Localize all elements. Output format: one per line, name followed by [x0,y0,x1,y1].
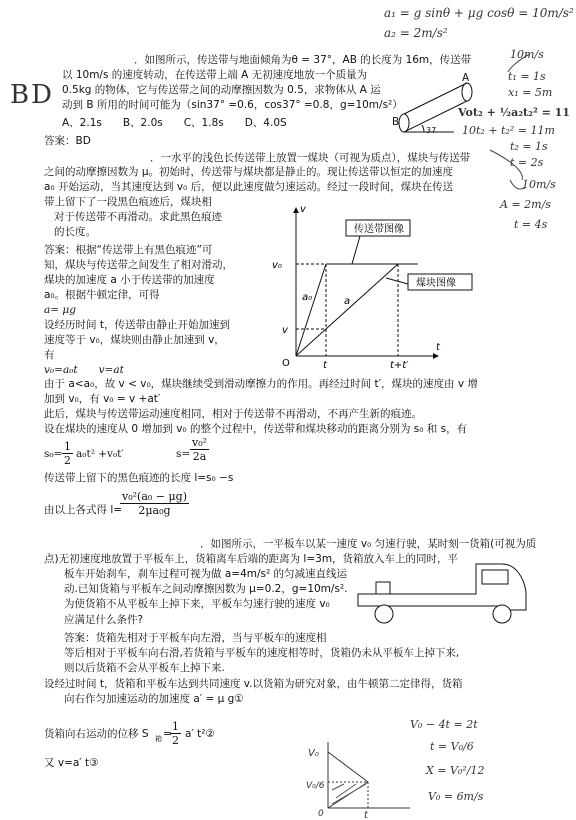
problem3-solution: 向右作匀加速运动的加速度 a′ = μ g① [64,693,244,705]
handwritten-note: A = 2m/s [500,198,551,211]
origin-label: O [282,358,290,369]
problem2-solution: 答案：根据“传送带上有黑色痕迹”可 [44,244,213,256]
problem2-solution: 由于 a<a₀，故 v < v₀，煤块继续受到滑动摩擦力的作用。再经过时间 t′，煤块的速度由 v 增 [44,378,478,390]
handwritten-note: a₂ = 2m/s² [384,26,448,40]
fraction-numerator: v₀² [192,436,208,449]
equation-s0: s₀= [44,448,63,460]
problem2-solution: 设经历时间 t，传送带由静止开始加速到 [44,319,230,331]
problem3-line: 为使货箱不从平板车上掉下来，平板车匀速行驶的速度 v₀ [64,598,330,610]
problem2-solution: 速度等于 v₀，煤块则由静止加速到 v， [44,334,225,346]
handwritten-note: Vot₂ + ½a₂t₂² = 11 [458,106,570,119]
fraction-numerator: v₀²(a₀ − μg) [122,490,187,503]
figure-label-A: A [462,72,470,84]
fraction-one-half [170,720,181,747]
problem3-solution: 则以后货箱不会从平板车上掉下来. [64,662,225,674]
handwritten-note: 10m/s [522,178,556,191]
y-axis-label: v [300,204,306,215]
problem2-line: 的长度。 [54,226,96,238]
handwritten-note: t = V₀/6 [430,740,474,753]
problem2-solution: a= μg [44,304,76,316]
problem3-solution: 等后相对于平板车向右滑,若货箱与平板车的速度相等时，货箱仍未从平板车上掉下来, [64,647,460,659]
problem2-solution: 加到 v₀，有 v₀ = v +at′ [44,393,161,405]
handwritten-note: t₁ = 1s [508,70,546,83]
a0-label: a₀ [302,292,313,303]
problem1-line: 0.5kg 的物体，它与传送带之间的动摩擦因数为 0.5，求物体从 A 运 [62,84,381,96]
t-plus-label: t+t′ [390,360,409,371]
belt-label-leader [352,236,360,264]
problem2-line: 对于传送带不再滑动。求此黑色痕迹 [54,211,222,223]
t-label: t [323,360,327,371]
rear-wheel [375,605,393,623]
handwritten-answer-mark: BD [10,80,54,110]
problem2-solution: 有 [44,349,55,361]
problem3-solution: 设经过时间 t，货箱和平板车达到共同速度 v.以货箱为研究对象，由牛顿第二定律得，货箱 [44,678,463,690]
problem2-solution: 由以上各式得 l= [44,504,123,516]
coal-label: 煤块图像 [416,278,456,289]
equals: = [163,728,172,740]
figure-label-angle: 37 [426,126,437,135]
front-wheel [493,605,511,623]
subscript-box: 箱 [155,735,162,743]
handwritten-note: 10t₂ + t₂² = 11m [462,124,555,137]
fraction-denominator: 2a [192,450,207,463]
hw-t-label: t [364,810,368,818]
equation-s: s= [176,448,191,460]
handwritten-note: 10m/s [510,48,544,61]
coal-label-leader [386,278,408,284]
v-label: v [282,325,288,336]
handwritten-note: a₁ = g sinθ + μg cosθ = 10m/s² [384,6,574,20]
v0-label: v₀ [272,260,282,271]
handwritten-note: x₁ = 5m [508,86,553,99]
problem2-solution: 此后，煤块与传送带运动速度相同，相对于传送带不再滑动，不再产生新的痕迹。 [44,408,422,420]
problem3-line: 点)无初速度地放置于平板车上，货箱离车后端的距离为 l=3m，货箱放入车上的同时，平 [44,553,459,565]
velocity-time-graph [268,196,478,376]
problem2-line: ．一水平的浅色长传送带上放置一煤块（可视为质点），煤块与传送带 [150,152,471,164]
a-label: a [344,296,351,307]
hw-v0-label: V₀ [308,748,319,759]
belt-label: 传送带图像 [354,224,404,235]
handwritten-note: t = 2s [510,156,544,169]
flatbed-truck-figure [356,554,536,638]
problem2-line: 带上留下了一段黑色痕迹后，煤块相 [44,196,212,208]
x-axis-label: t [436,342,440,353]
problem2-solution: v₀=a₀t v=at [44,364,124,376]
problem3-line: 板车开始刹车，刹车过程可视为做 a=4m/s² 的匀减速直线运 [64,568,348,580]
problem2-solution: a₀。根据牛顿定律，可得 [44,289,160,301]
handwritten-note: t = 4s [514,218,548,231]
fraction-v0sq-over-2a [190,436,209,463]
fraction-denominator: 2μa₀g [138,504,171,517]
hw-origin-label: 0 [318,809,324,818]
problem3-line: 动.已知货箱与平板车之间动摩擦因数为 μ=0.2，g=10m/s². [64,583,348,595]
problem1-line: 动到 B 所用的时间可能为（sin37° =0.6，cos37° =0.8，g=10m/s²） [62,99,403,111]
problem1-line: ．如图所示，传送带与地面倾角为θ = 37°，AB 的长度为 16m，传送带 [134,54,472,66]
problem2-line: a₀ 开始运动，当其速度达到 v₀ 后，便以此速度做匀速运动。经过一段时间，煤块在传送 [44,181,454,193]
handwritten-note: V₀ − 4t = 2t [410,718,478,731]
fraction-result [120,490,189,517]
problem1-options: A、2.1s B、2.0s C、1.8s D、4.0S [62,117,287,129]
problem3-solution: a′ t²② [185,728,215,740]
fraction-one-half [62,440,73,467]
problem2-solution: 知，煤块与传送带之间发生了相对滑动， [44,259,233,271]
problem2-line: 之间的动摩擦因数为 μ。初始时，传送带与煤块都是静止的。现让传送带以恒定的加速度 [44,166,454,178]
problem3-line: 应满足什么条件? [64,614,144,626]
figure-label-B: B [392,116,400,128]
problem2-solution: 煤块的加速度 a 小于传送带的加速度 [44,274,215,286]
handwritten-note: t₂ = 1s [510,140,548,153]
problem1-answer: 答案：BD [44,135,91,147]
fraction-numerator: 1 [64,440,71,453]
equation-s0-rest: a₀t² +v₀t′ [76,448,124,460]
cargo-box [376,582,390,594]
problem3-line: ．如图所示，一平板车以某一速度 v₀ 匀速行驶，某时刻一货箱(可视为质 [200,538,537,550]
problem3-solution: 货箱向右运动的位移 S [44,728,149,740]
handwritten-note: X = V₀²/12 [426,764,485,777]
problem2-solution: 传送带上留下的黑色痕迹的长度 l=s₀ −s [44,472,234,484]
fraction-denominator: 2 [64,454,71,467]
problem2-solution: 设在煤块的速度从 0 增加到 v₀ 的整个过程中，传送带和煤块移动的距离分别为 s₀ 和 s，有 [44,423,468,435]
problem3-solution: 答案：货箱先相对于平板车向左滑，当与平板车的速度相 [64,632,327,644]
fraction-denominator: 2 [172,734,179,747]
problem3-solution: 又 v=a′ t③ [44,757,99,769]
problem1-line: 以 10m/s 的速度转动，在传送带上端 A 无初速度地放一个质量为 [62,69,368,81]
truck-window [482,570,508,584]
handwritten-graph [306,738,416,818]
fraction-numerator: 1 [172,720,179,733]
handwritten-note: V₀ = 6m/s [428,790,484,803]
hw-v0-6-label: V₀/6 [306,781,325,791]
